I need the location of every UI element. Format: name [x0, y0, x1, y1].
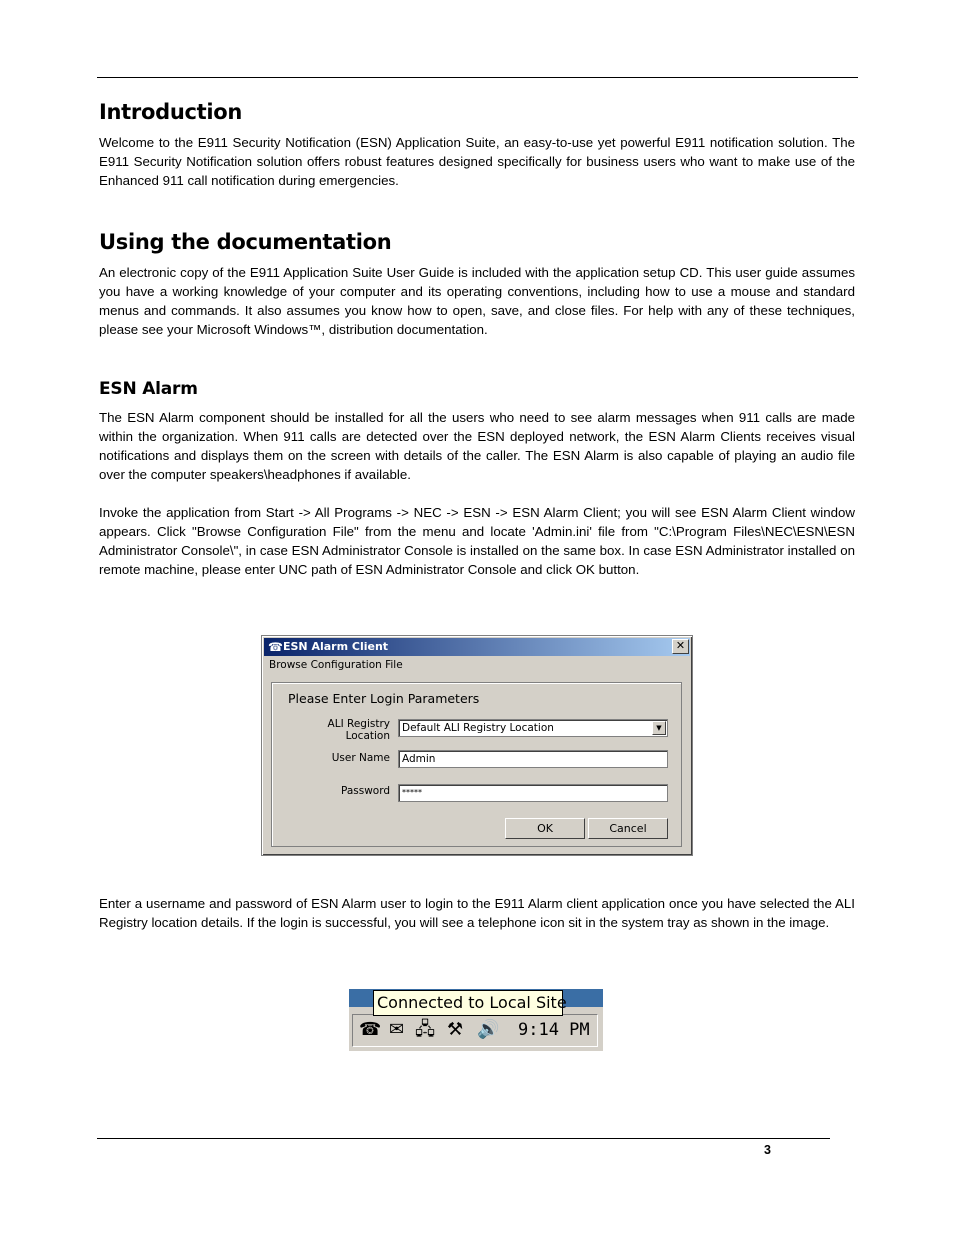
- connection-tooltip: Connected to Local Site: [373, 990, 563, 1016]
- ali-registry-value: Default ALI Registry Location: [402, 722, 554, 734]
- esn-alarm-paragraph-1: The ESN Alarm component should be installed for all the users who need to see alarm messages when 911 calls are made within the organization. When 911 calls are detected over the ESN deployed network, the ESN Alarm Clients receives visual notifications and displays them on the screen with details of the caller. The ESN Alarm is also capable of playing an audio file over the computer speakers\headphones if available.: [99, 410, 855, 482]
- username-field[interactable]: Admin: [398, 750, 668, 768]
- using-documentation-heading: Using the documentation: [99, 230, 392, 254]
- page-number: 3: [764, 1143, 771, 1157]
- footer-rule: [97, 1138, 830, 1139]
- close-icon: ✕: [675, 639, 686, 652]
- username-label: User Name: [331, 752, 390, 764]
- ok-button[interactable]: OK: [505, 818, 585, 839]
- tray-clock[interactable]: 9:14 PM: [518, 1020, 590, 1040]
- header-rule: [97, 77, 858, 78]
- cancel-button[interactable]: Cancel: [588, 818, 668, 839]
- speaker-icon[interactable]: 🔊: [477, 1019, 500, 1040]
- login-paragraph: Enter a username and password of ESN Alarm user to login to the E911 Alarm client application once you have selected the ALI Registry location details. If the login is successful, you will see a telephone icon sit in the system tray as shown in the image.: [99, 896, 855, 930]
- ali-registry-select[interactable]: [398, 719, 668, 737]
- close-button[interactable]: [672, 639, 689, 654]
- menu-browse-configuration-file[interactable]: Browse Configuration File: [269, 659, 403, 671]
- using-documentation-paragraph: An electronic copy of the E911 Application Suite User Guide is included with the application setup CD. This user guide assumes you have a working knowledge of your computer and its operating conventions, including how to use a mouse and standard menus and commands. It also assumes you know how to open, save, and close files. For help with any of these techniques, please see your Microsoft Windows™, distribution documentation.: [99, 265, 855, 337]
- esn-alarm-heading: ESN Alarm: [99, 379, 198, 399]
- introduction-paragraph: Welcome to the E911 Security Notification (ESN) Application Suite, an easy-to-use yet powerful E911 notification solution. The E911 Security Notification solution offers robust features designed specifically for business users who want to make use of the Enhanced 911 call notification during emergencies.: [99, 135, 855, 188]
- system-tray: [352, 1014, 598, 1047]
- network-icon[interactable]: 🖧: [415, 1019, 436, 1040]
- esn-alarm-client-dialog: [261, 635, 693, 856]
- chevron-down-icon[interactable]: ▼: [652, 721, 666, 735]
- mail-icon[interactable]: ✉: [389, 1019, 405, 1040]
- dialog-title: ESN Alarm Client: [283, 640, 389, 653]
- dialog-title-bar[interactable]: [264, 638, 690, 656]
- telephone-icon[interactable]: ☎: [359, 1019, 382, 1040]
- system-tray-image: [349, 989, 603, 1051]
- introduction-heading: Introduction: [99, 100, 243, 124]
- ali-registry-label: ALI Registry Location: [327, 718, 390, 742]
- telephone-icon: ☎: [268, 640, 283, 654]
- password-label: Password: [340, 785, 390, 797]
- tools-icon[interactable]: ⚒: [447, 1019, 464, 1040]
- esn-alarm-paragraph-2: Invoke the application from Start -> All Programs -> NEC -> ESN -> ESN Alarm Client; you will see ESN Alarm Client window appears. Click "Browse Configuration File" from the menu and locate 'Admin.ini' file from "C:\Program Files\NEC\ESN\ESN Administrator Console\", in case ESN Administrator Console is installed on the same box. In case ESN Administrator installed on remote machine, please enter UNC path of ESN Administrator Console and click OK button.: [99, 505, 855, 577]
- password-field[interactable]: *****: [398, 784, 668, 802]
- login-parameters-title: Please Enter Login Parameters: [288, 691, 480, 706]
